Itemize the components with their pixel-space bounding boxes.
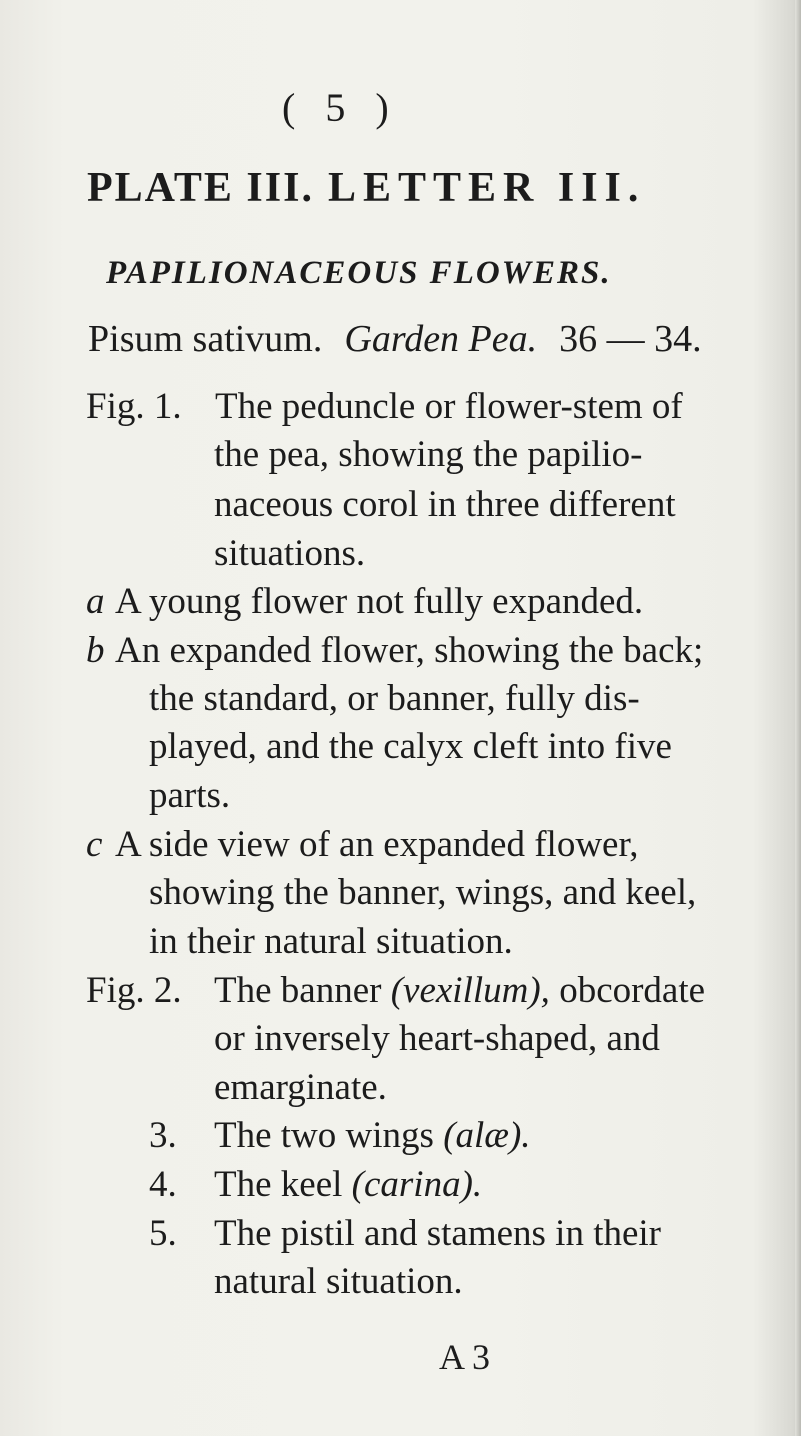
fig3-marker: 3.: [149, 1115, 177, 1156]
entry-b-marker: b: [86, 630, 105, 671]
entry-b-line: An expanded flower, showing the back;: [115, 630, 704, 671]
section-title: PAPILIONACEOUS FLOWERS.: [106, 255, 612, 291]
fig2-line: [214, 969, 705, 1012]
plate-heading: [87, 164, 645, 212]
species-common-name: Garden Pea.: [344, 318, 538, 360]
entry-b-line: parts.: [149, 775, 231, 816]
species-line: [88, 317, 702, 361]
fig2-text: obcordate: [559, 970, 706, 1011]
plate-title: PLATE III.: [87, 165, 314, 211]
fig1-line: situations.: [214, 533, 366, 574]
signature-mark: A 3: [439, 1337, 491, 1377]
entry-b-line: the standard, or banner, fully dis-: [149, 678, 640, 719]
fig2-line: emarginate.: [214, 1067, 387, 1108]
entry-c-line: showing the banner, wings, and keel,: [149, 872, 697, 913]
fig3-latin-term: (alæ).: [443, 1115, 531, 1156]
fig4-text: The keel: [214, 1164, 343, 1205]
entry-c-line: A side view of an expanded flower,: [115, 824, 639, 865]
fig2-marker: Fig. 2.: [86, 970, 182, 1011]
entry-a-line: A young flower not fully expanded.: [115, 581, 644, 622]
entry-c-line: in their natural situation.: [149, 921, 513, 962]
species-plate-range: 36 — 34.: [559, 318, 702, 360]
entry-b-line: played, and the calyx cleft into five: [149, 726, 672, 767]
entry-a-marker: a: [86, 581, 105, 622]
fig2-latin-term: (vexillum),: [390, 970, 550, 1011]
fig1-marker: Fig. 1.: [86, 386, 182, 427]
fig4-line: [214, 1163, 482, 1206]
fig2-line: or inversely heart-shaped, and: [214, 1018, 660, 1059]
fig5-marker: 5.: [149, 1213, 177, 1254]
fig1-line: the pea, showing the papilio-: [214, 434, 643, 475]
fig5-line: natural situation.: [214, 1261, 463, 1302]
letter-title: LETTER III.: [327, 165, 646, 211]
species-latin-name: Pisum sativum.: [88, 318, 323, 360]
page-number: ( 5 ): [282, 85, 399, 130]
fig4-marker: 4.: [149, 1164, 177, 1205]
fig5-line: The pistil and stamens in their: [214, 1213, 661, 1254]
entry-c-marker: c: [86, 824, 103, 865]
fig1-line: The peduncle or flower-stem of: [215, 386, 683, 427]
fig2-text: The banner: [214, 970, 382, 1011]
fig4-latin-term: (carina).: [351, 1164, 483, 1205]
page-edge: [795, 0, 801, 1436]
fig3-line: [214, 1114, 531, 1157]
fig3-text: The two wings: [214, 1115, 434, 1156]
fig1-line: naceous corol in three different: [214, 484, 676, 525]
